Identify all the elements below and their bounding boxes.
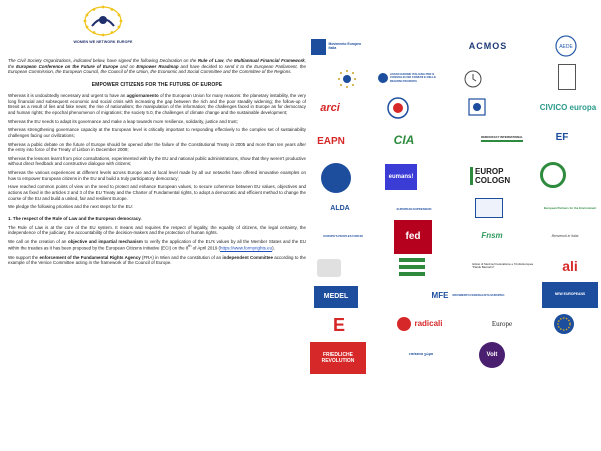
movimento-europeo-logo: Movimento Europeo Italia bbox=[311, 36, 366, 58]
epekeina-xora-logo: επέκεινα χώρα bbox=[408, 352, 434, 357]
clock-logo bbox=[462, 68, 484, 90]
paragraph-3: Whereas strengthening governance capacity at the European level is critically important to responding effectively to the complex set of sustainability challenges facing our civilizations; bbox=[8, 127, 306, 138]
section-1-title: 1. The respect of the Rule of Law and the European democracy. bbox=[8, 215, 142, 221]
ed-emblem-icon bbox=[387, 97, 409, 119]
stripes-icon bbox=[397, 255, 427, 279]
aede-emblem-icon bbox=[555, 35, 577, 57]
radicali-logo: radicali bbox=[390, 312, 450, 336]
cd-emblem-icon bbox=[467, 97, 487, 117]
network-logo bbox=[58, 4, 148, 54]
associazione-italiana-logo: ASSOCIAZIONE ITALIANA PER IL CONSIGLIO DEI COMUNI E DELLE REGIONI D'EUROPA bbox=[378, 70, 438, 86]
flag-icon bbox=[311, 39, 326, 55]
paragraph-10: We call on the creation of an objective and impartial mechanism to verify the application of the EU's values by all the Member States and the EU within the treaties as it has been proposed by the European Citizens Initiative (ECI) on the 8th of April 2019 (https://www.formyrights.eu). bbox=[8, 238, 306, 251]
e-logo bbox=[324, 310, 354, 340]
stars-org-logo bbox=[336, 68, 358, 90]
ef-logo: EF bbox=[555, 131, 569, 143]
volt-logo bbox=[478, 340, 506, 370]
eapn-logo: EAPN bbox=[317, 136, 345, 147]
aiccre-emblem-icon bbox=[378, 73, 388, 83]
globe-icon bbox=[321, 163, 351, 193]
declaration-text bbox=[8, 58, 306, 269]
civico-europa-logo: CIVICO europa bbox=[539, 103, 597, 112]
eumans-logo: eumans! bbox=[384, 162, 418, 192]
stars-circle-icon bbox=[337, 69, 357, 89]
stars-ring-icon bbox=[552, 312, 576, 336]
cia-logo: CIA bbox=[393, 132, 415, 147]
signatories-logos bbox=[306, 30, 601, 451]
new-europeans-logo: NEW EUROPEANS bbox=[542, 282, 598, 308]
rose-icon bbox=[397, 317, 411, 331]
people-icon bbox=[317, 259, 341, 277]
european-partners-environment-logo: European Partners for the Environment bbox=[543, 206, 597, 211]
arci-logo: arci bbox=[320, 101, 340, 114]
paragraph-7: Have reached common points of view on the need to protect and enhance European values, to secure coherence between EU values, objectives and actions as fixed in the articles 2 and 3 of the EU Treaty and the Charter of Fundamental rights, to adopt a democratic and efficient method to change the course of the EU and build a united, fair and resilient Europe. bbox=[8, 184, 306, 201]
volt-circle-icon: Volt bbox=[479, 342, 505, 368]
aede-logo bbox=[554, 34, 578, 58]
paragraph-6: Whereas the various experiences at different levels across Europe and at local level made by all our networks have offered innovative examples on how to empower European citizens in the EU and build a truly participatory democracy; bbox=[8, 170, 306, 181]
flag-icon bbox=[475, 198, 503, 218]
clock-icon bbox=[464, 70, 482, 88]
benvenuti-italia-logo: Benvenuti in Italia bbox=[551, 234, 579, 239]
paragraph-1: Whereas it is undoubtedly necessary and urgent to have an aggiornamento of the European Union for many reasons: the planetary instability, the very long financial and subsequent economic and social crisis with increasing the gap between the rich and the poor steadily widening; the follow-up of Brexit as a result of lies and fake news; the rise of nationalism; the manipulation of the information; the challenges faced in Europe as for democracy and human rights; the epochal phenomenon of migrations; the society 5.0, the challenges of climate change and the sustainable development; bbox=[8, 93, 306, 115]
stars-ring-logo bbox=[550, 310, 578, 338]
group-logo bbox=[314, 256, 344, 280]
ring-icon bbox=[540, 162, 566, 188]
world-logo bbox=[316, 160, 356, 196]
unitat-logo bbox=[556, 62, 578, 92]
paragraph-11: We support the enforcement of the Fundamental Rights Agency (FRA) in Wien and the constitution of an independent Committee according to the example of the Venice Committee acting in the framework of the Council of Europe. bbox=[8, 254, 306, 266]
paragraph-9: The Rule of Law is at the core of the EU system. It means and requires the respect of legality, the equality of citizens, the legal certainty, the independence of the judiciary, the accountability of the decision-makers and the protection of human rights. bbox=[8, 224, 306, 236]
ed-badge-logo bbox=[386, 96, 410, 120]
medel-logo: MEDEL bbox=[314, 286, 358, 308]
democracy-international-logo: DEMOCRACY INTERNATIONAL bbox=[470, 128, 534, 150]
ali-logo: ali bbox=[562, 257, 578, 274]
european-star-logo bbox=[472, 196, 506, 220]
formyrights-link[interactable]: https://www.formyrights.eu bbox=[220, 245, 273, 251]
europes-peoples-forum-logo: EUROPE'S PEOPLES FORUM bbox=[323, 234, 363, 239]
cd-logo bbox=[466, 96, 488, 118]
network-logo-text: WOMEN WE NETWORK EUROPE bbox=[73, 40, 133, 44]
european-expression-logo: EUROPEAN EXPRESSION bbox=[396, 207, 432, 212]
e-letter-icon: E bbox=[332, 314, 345, 335]
friedliche-revolution-logo: FRIEDLICHE REVOLUTION bbox=[310, 342, 366, 374]
fnsm-logo: Fnsm bbox=[481, 230, 503, 240]
document-title: EMPOWER CITIZENS FOR THE FUTURE OF EUROPE bbox=[91, 81, 223, 88]
paragraph-2: Whereas the EU needs to adapt its governance and make a leap towards more resilience, solidarity, justice and trust; bbox=[8, 118, 238, 124]
mfe-logo: MFE MOVIMENTO FEDERALISTA EUROPEO bbox=[431, 290, 505, 300]
europe-a-cologne-logo: EUROP COLOGN bbox=[470, 154, 514, 198]
shield-icon bbox=[558, 64, 576, 90]
paragraph-8: We pledge the following priorities and the next steps for the EU: bbox=[8, 204, 133, 210]
svg-text:AEDE: AEDE bbox=[559, 44, 573, 50]
mouvement-europeen-logo: Europe bbox=[491, 319, 513, 328]
acmos-logo: ACMOS bbox=[468, 40, 508, 51]
paragraph-5: Whereas the lessons learnt from prior consultations, experimented with by the EU and national public administrations, show that they weren't productive without direct feedback and constructive dialogue with citizens; bbox=[8, 155, 306, 167]
alda-logo: ALDA bbox=[330, 204, 350, 212]
istituto-studi-logo: Istituto di Studi sul Federalismo e l'Unità Europea "Paride Baccarini" bbox=[472, 261, 534, 269]
fed-logo: fed bbox=[394, 220, 432, 254]
green-lines-logo bbox=[392, 252, 432, 282]
stars-wreath-icon bbox=[78, 4, 128, 38]
green-circle-logo bbox=[538, 160, 568, 190]
intro-paragraph: The Civil Society Organizations, indicated below, have signed the following Declaration on the Rule of Law, the Multiannual Financial Framework, the European Conference on the Future of Europe and on Empower Roadmap and have decided to send it to the European Parliament, the European Commission, the European Council, the Council of the Union, the Economic and Social Committee and the Committee of the Regions. bbox=[8, 58, 306, 75]
paragraph-4: Whereas a public debate on the future of Europe should be opened after the failure of the Constitutional Treaty in 2005 and more than ten years after the entry into force of the Treaty of Lisbon in December 2009; bbox=[8, 141, 306, 153]
